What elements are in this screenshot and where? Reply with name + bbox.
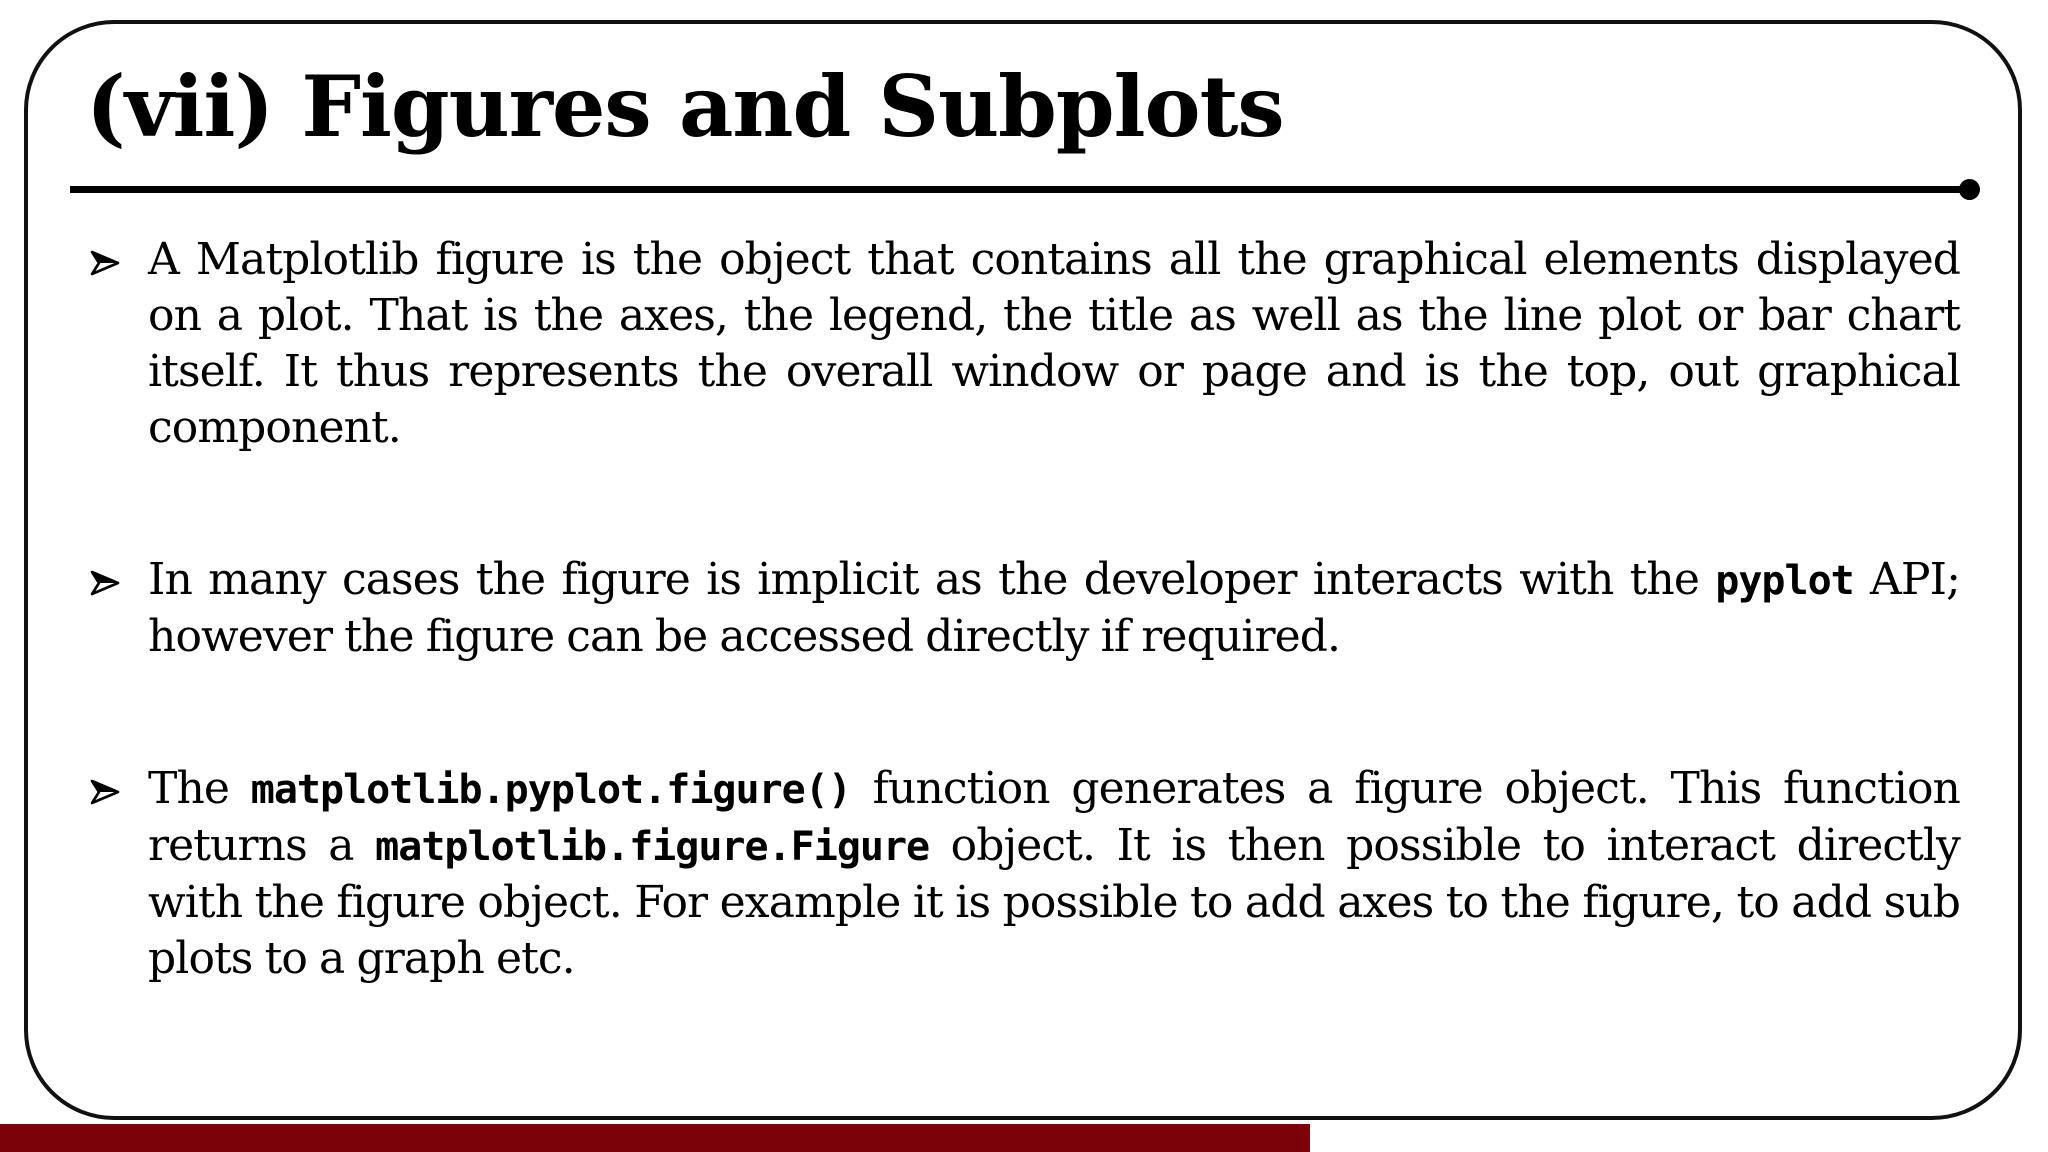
- bullet-text: API; however the figure can be accessed directly if required.: [148, 554, 1960, 662]
- bullet-item-implicit-figure: [90, 552, 1960, 665]
- title-divider-dot: [1959, 179, 1980, 200]
- slide-title: (vii) Figures and Subplots: [86, 57, 1284, 156]
- code-pyplot: pyplot: [1715, 558, 1854, 604]
- bullet-text: function generates a figure object. This function returns a: [148, 763, 1960, 871]
- arrowhead-bullet-icon: [90, 250, 120, 276]
- bullet-text: A Matplotlib figure is the object that contains all the graphical elements displayed on a plot. That is the axes, the legend, the title as well as the line plot or bar chart itself. It thus represents the overall window or page and is the top, out graphical component.: [148, 234, 1960, 453]
- arrowhead-bullet-icon: [90, 570, 120, 596]
- code-figure-class: matplotlib.figure.Figure: [375, 824, 930, 870]
- bullet-list: [90, 232, 1960, 987]
- arrowhead-bullet-icon: [90, 779, 120, 805]
- code-figure-function: matplotlib.pyplot.figure(): [250, 767, 851, 813]
- bullet-text: In many cases the figure is implicit as the developer interacts with the: [148, 554, 1716, 605]
- footer-bar: [0, 1124, 1310, 1152]
- bullet-item-figure-definition: [90, 232, 1960, 456]
- bullet-text: The: [148, 763, 251, 814]
- bullet-item-figure-function: [90, 761, 1960, 987]
- bullet-text: object. It is then possible to interact directly with the figure object. For example it is possible to add axes to the figure, to add sub plots to a graph etc.: [148, 820, 1960, 984]
- title-divider: [70, 186, 1970, 193]
